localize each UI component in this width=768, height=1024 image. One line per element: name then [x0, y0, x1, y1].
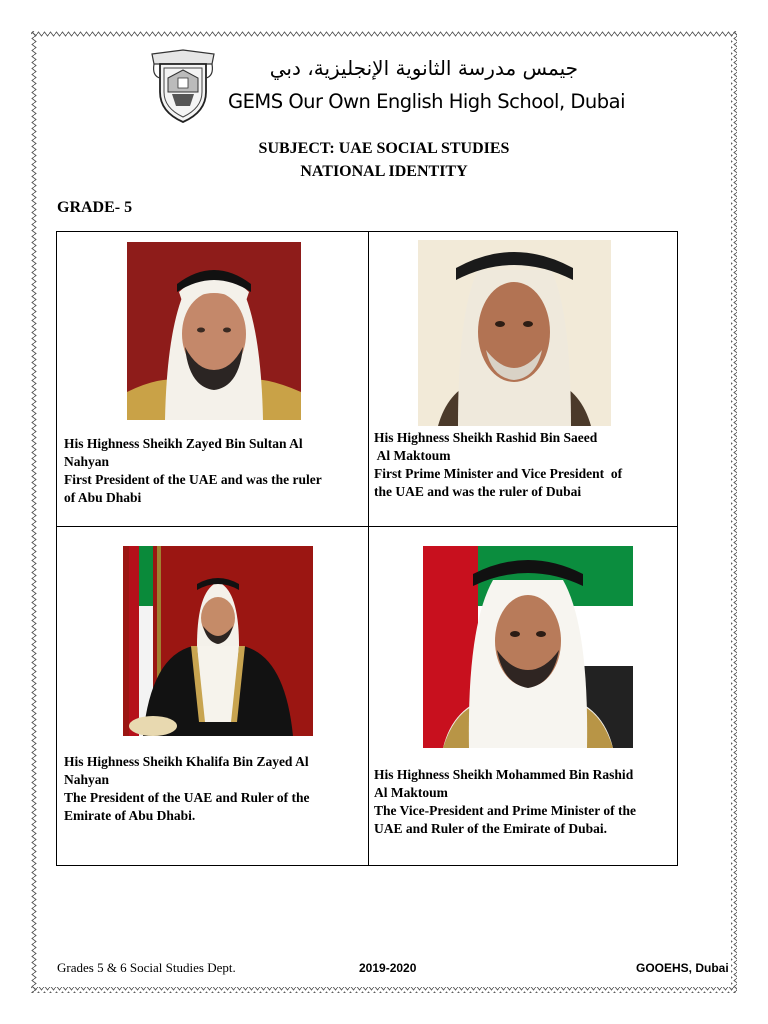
- school-header: [150, 48, 625, 124]
- leader-name-line: His Highness Sheikh Rashid Bin Saeed: [374, 430, 598, 445]
- footer-year: 2019-2020: [359, 961, 417, 975]
- leader-role-line: the UAE and was the ruler of Dubai: [374, 484, 582, 499]
- leader-name-line: Nahyan: [64, 772, 110, 787]
- topic-heading: NATIONAL IDENTITY: [300, 163, 468, 180]
- school-crest-icon: [150, 48, 216, 124]
- leader-role-line: The President of the UAE and Ruler of the: [64, 790, 310, 805]
- school-arabic-name: جيمس مدرسة الثانوية الإنجليزية، دبي: [269, 56, 578, 80]
- leader-name-line: Al Maktoum: [374, 785, 448, 800]
- footer-department: Grades 5 & 6 Social Studies Dept.: [57, 960, 236, 975]
- portrait-zayed: [127, 242, 301, 420]
- caption-khalifa: [64, 753, 310, 825]
- leader-role-line: of Abu Dhabi: [64, 490, 142, 505]
- table-divider-vertical: [368, 232, 369, 865]
- portrait-rashid: [418, 240, 611, 426]
- leader-name-line: His Highness Sheikh Mohammed Bin Rashid: [374, 767, 634, 782]
- portrait-khalifa: [123, 546, 313, 736]
- leader-role-line: First President of the UAE and was the ruler: [64, 472, 322, 487]
- caption-mohammed: [374, 766, 636, 838]
- subject-heading: SUBJECT: UAE SOCIAL STUDIES: [258, 140, 510, 157]
- leader-role-line: Emirate of Abu Dhabi.: [64, 808, 196, 823]
- caption-rashid: [374, 429, 622, 501]
- table-divider-horizontal: [57, 526, 677, 527]
- grade-label: GRADE- 5: [57, 199, 133, 216]
- caption-zayed: [64, 435, 322, 507]
- footer-school-code: GOOEHS, Dubai: [636, 961, 729, 975]
- portrait-mohammed: [423, 546, 633, 748]
- leader-name-line: Al Maktoum: [374, 448, 451, 463]
- leader-role-line: First Prime Minister and Vice President of: [374, 466, 623, 481]
- leader-role-line: The Vice-President and Prime Minister of the: [374, 803, 636, 818]
- leader-name-line: Nahyan: [64, 454, 110, 469]
- leaders-table: [56, 231, 678, 866]
- leader-name-line: His Highness Sheikh Khalifa Bin Zayed Al: [64, 754, 309, 769]
- school-english-name: GEMS Our Own English High School, Dubai: [228, 90, 625, 113]
- leader-name-line: His Highness Sheikh Zayed Bin Sultan Al: [64, 436, 303, 451]
- leader-role-line: UAE and Ruler of the Emirate of Dubai.: [374, 821, 608, 836]
